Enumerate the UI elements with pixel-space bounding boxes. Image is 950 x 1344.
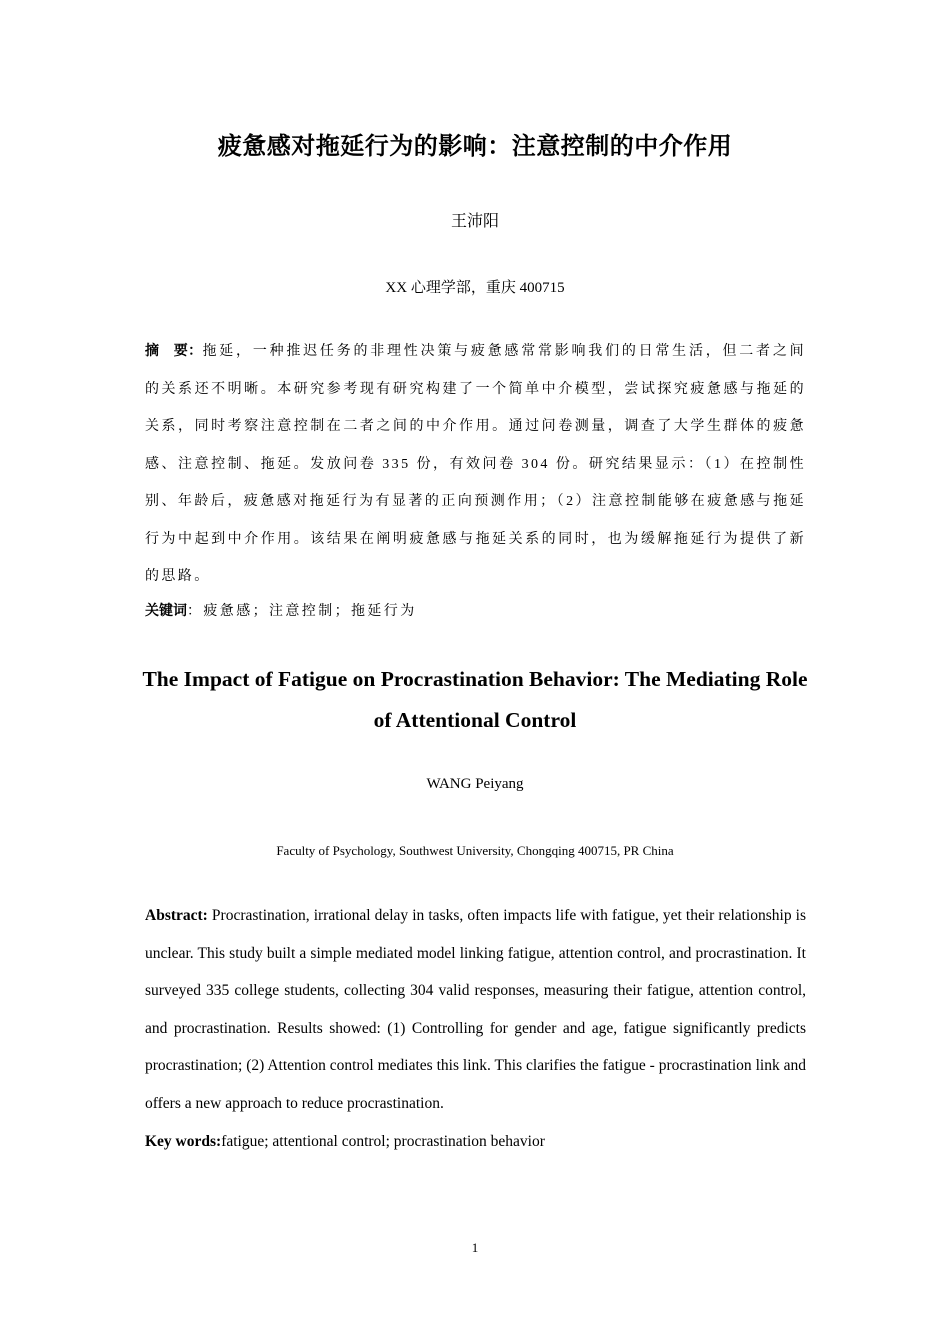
chinese-keywords-text: ：疲惫感；注意控制；拖延行为 [187,604,417,619]
chinese-keywords [145,600,806,620]
chinese-abstract [145,333,806,596]
english-abstract-label: Abstract: [145,907,208,924]
chinese-author: 王沛阳 [450,213,499,230]
page-number: 1 [471,1240,479,1255]
english-keywords-label: Key words: [145,1133,222,1150]
english-abstract [145,897,806,1122]
chinese-abstract-text: 拖延，一种推迟任务的非理性决策与疲惫感常常影响我们的日常生活，但二者之间的关系还不明晰。本研究参考现有研究构建了一个简单中介模型，尝试探究疲惫感与拖延的关系，同时考察注意控制在二者之间的中介作用。通过问卷测量，调查了大学生群体的疲惫感、注意控制、拖延。发放问卷 335 份，有效问卷 304 份。研究结果显示：（1）在控制性别、年龄后，疲惫感对拖延行为有显著的正向预测作用；（2）注意控制能够在疲惫感与拖延行为中起到中介作用。该结果在阐明疲惫感与拖延关系的同时，也为缓解拖延行为提供了新的思路。 [145,344,806,584]
english-abstract-text: Procrastination, irrational delay in tasks, often impacts life with fatigue, yet their relationship is unclear. This study built a simple mediated model linking fatigue, attention control, and procrastination. It surveyed 335 college students, collecting 304 valid responses, measuring their fatigue, attention control, and procrastination. Results showed: (1) Controlling for gender and age, fatigue significantly predicts procrastination; (2) Attention control mediates this link. This clarifies the fatigue - procrastination link and offers a new approach to reduce procrastination. [145,907,806,1112]
english-affiliation: Faculty of Psychology, Southwest University, Chongqing 400715, PR China [276,843,674,858]
chinese-keywords-label: 关键词 [145,603,187,619]
english-title: The Impact of Fatigue on Procrastination Behavior: The Mediating Role of Attentional Control [142,667,808,732]
english-keywords [145,1133,806,1151]
chinese-affiliation: XX 心理学部，重庆 400715 [385,280,565,296]
english-author: WANG Peiyang [426,776,524,792]
chinese-abstract-label: 摘 要： [145,343,203,359]
chinese-title: 疲惫感对拖延行为的影响：注意控制的中介作用 [217,132,733,160]
english-keywords-text: fatigue; attentional control; procrastination behavior [221,1133,545,1150]
